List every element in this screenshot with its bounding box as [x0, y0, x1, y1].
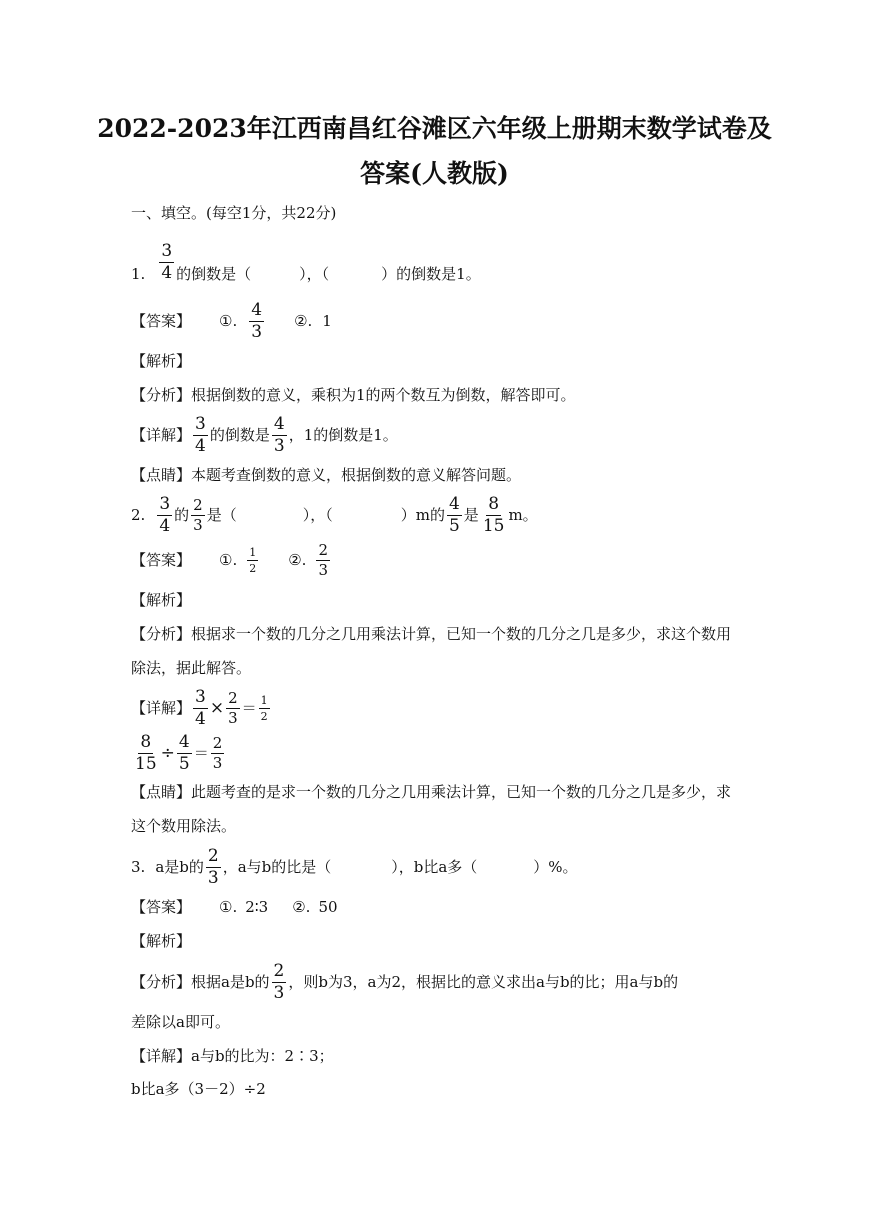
q1-jiexi: 【解析】	[131, 352, 192, 370]
q2-e2-equals: ＝	[193, 744, 209, 762]
q3-answer-1-mark: ①.	[219, 898, 238, 916]
q3-text-4: ）%。	[533, 858, 578, 876]
q1-answer-2: 1	[322, 312, 332, 330]
q2-answer-2-mark: ②.	[288, 551, 307, 569]
q2-e2-result: $\frac{2}{3}$	[212, 733, 223, 772]
q2-answer-1-mark: ①.	[219, 551, 238, 569]
q1-question	[131, 240, 481, 284]
q2-e1-fraction-1: $\frac{3}{4}$	[195, 686, 206, 729]
q1-fraction: $\frac{3}{4}$	[161, 241, 173, 283]
q1-text-a: 的倒数是（	[176, 265, 252, 283]
q1-xiangjie-label: 【详解】	[131, 426, 192, 444]
q2-e1-fraction-2: $\frac{2}{3}$	[228, 688, 238, 727]
q2-dianjing-1: 【点睛】此题考查的是求一个数的几分之几用乘法计算，已知一个数的几分之几是多少，求	[131, 783, 732, 801]
q1-dianjing: 【点睛】本题考查倒数的意义，根据倒数的意义解答问题。	[131, 466, 522, 484]
q2-answer-2-fraction: $\frac{2}{3}$	[318, 540, 328, 579]
q2-answer	[131, 540, 332, 580]
title-line-2: 答案(人教版)	[360, 159, 509, 188]
q3-answer-2-mark: ②.	[292, 898, 311, 916]
q2-text-5: 是	[463, 506, 479, 524]
q2-e2-fraction-1: $\frac{8}{15}$	[135, 731, 157, 774]
q1-xj-fraction-1: $\frac{3}{4}$	[195, 413, 206, 456]
q1-answer-label: 【答案】	[131, 312, 192, 330]
q2-jiexi: 【解析】	[131, 591, 192, 609]
title-line-1: 2022-2023年江西南昌红谷滩区六年级上册期末数学试卷及	[97, 114, 772, 143]
q1-xiangjie	[131, 412, 398, 458]
q2-e1-operator: ×	[209, 698, 225, 718]
q3-answer-1: 2∶3	[245, 898, 269, 916]
q2-xiangjie-label: 【详解】	[131, 699, 192, 717]
q3-text-3: ），b比a多（	[391, 858, 478, 876]
q1-answer-1-fraction: $\frac{4}{3}$	[251, 299, 263, 342]
q2-fraction-1: $\frac{3}{4}$	[159, 493, 171, 536]
q3-text-2: ，a与b的比是（	[222, 858, 332, 876]
q2-e2-fraction-2: $\frac{4}{5}$	[178, 731, 190, 774]
q1-xj-fraction-2: $\frac{4}{3}$	[273, 413, 285, 456]
q2-question	[131, 492, 538, 538]
q2-e1-result: $\frac{1}{2}$	[260, 693, 268, 723]
q2-dianjing-2: 这个数用除法。	[131, 817, 237, 835]
q3-fenxi-text-a: 【分析】根据a是b的	[131, 973, 270, 991]
q3-fenxi-2: 差除以a即可。	[131, 1013, 230, 1031]
q3-number: 3.	[131, 858, 146, 876]
q2-text-3: ），（	[302, 506, 333, 524]
q3-fraction: $\frac{2}{3}$	[207, 845, 219, 888]
q1-answer-1-mark: ①.	[219, 312, 238, 330]
q2-fenxi-2: 除法，据此解答。	[131, 659, 252, 677]
q2-number: 2.	[131, 506, 146, 524]
q1-answer-2-mark: ②.	[294, 312, 313, 330]
q2-answer-label: 【答案】	[131, 551, 192, 569]
q1-text-b: ），（	[299, 265, 330, 283]
q3-answer	[131, 897, 338, 917]
q3-answer-label: 【答案】	[131, 898, 192, 916]
q2-fenxi-1: 【分析】根据求一个数的几分之几用乘法计算，已知一个数的几分之几是多少，求这个数用	[131, 625, 732, 643]
q3-xiangjie: 【详解】a与b的比为：2∶3；	[131, 1047, 334, 1065]
q2-answer-1-fraction: $\frac{1}{2}$	[249, 545, 257, 575]
q2-e2-operator: ÷	[160, 743, 175, 763]
q2-fraction-4: $\frac{8}{15}$	[482, 493, 505, 536]
q1-text-c: ）的倒数是1。	[381, 265, 481, 283]
q3-text-1: a是b的	[155, 858, 204, 876]
q2-fraction-3: $\frac{4}{5}$	[448, 493, 460, 536]
q1-xj-text-2: ，1的倒数是1。	[288, 426, 398, 444]
q3-last-line: b比a多（3－2）÷2	[131, 1080, 266, 1098]
q2-xiangjie-2	[131, 730, 226, 776]
q3-fenxi-fraction: $\frac{2}{3}$	[273, 960, 285, 1003]
q2-text-1: 的	[174, 506, 190, 524]
q2-e1-equals: ＝	[241, 699, 257, 717]
q1-answer	[131, 298, 332, 344]
q3-jiexi: 【解析】	[131, 932, 192, 950]
section-heading: 一、填空。(每空1分，共22分)	[131, 204, 337, 222]
q1-xj-text-1: 的倒数是	[209, 426, 270, 444]
q2-xiangjie-1	[131, 686, 272, 730]
q3-fenxi-1	[131, 960, 678, 1004]
q3-question	[131, 845, 578, 889]
q3-fenxi-text-b: ，则b为3，a为2，根据比的意义求出a与b的比；用a与b的	[288, 973, 679, 991]
q2-fraction-2: $\frac{2}{3}$	[193, 495, 203, 534]
q2-text-2: 是（	[206, 506, 237, 524]
q1-fenxi: 【分析】根据倒数的意义，乘积为1的两个数互为倒数，解答即可。	[131, 386, 576, 404]
q1-number: 1.	[131, 265, 146, 283]
q2-text-6: m。	[508, 506, 538, 524]
q3-answer-2: 50	[318, 898, 338, 916]
q2-text-4: ）m的	[400, 506, 445, 524]
